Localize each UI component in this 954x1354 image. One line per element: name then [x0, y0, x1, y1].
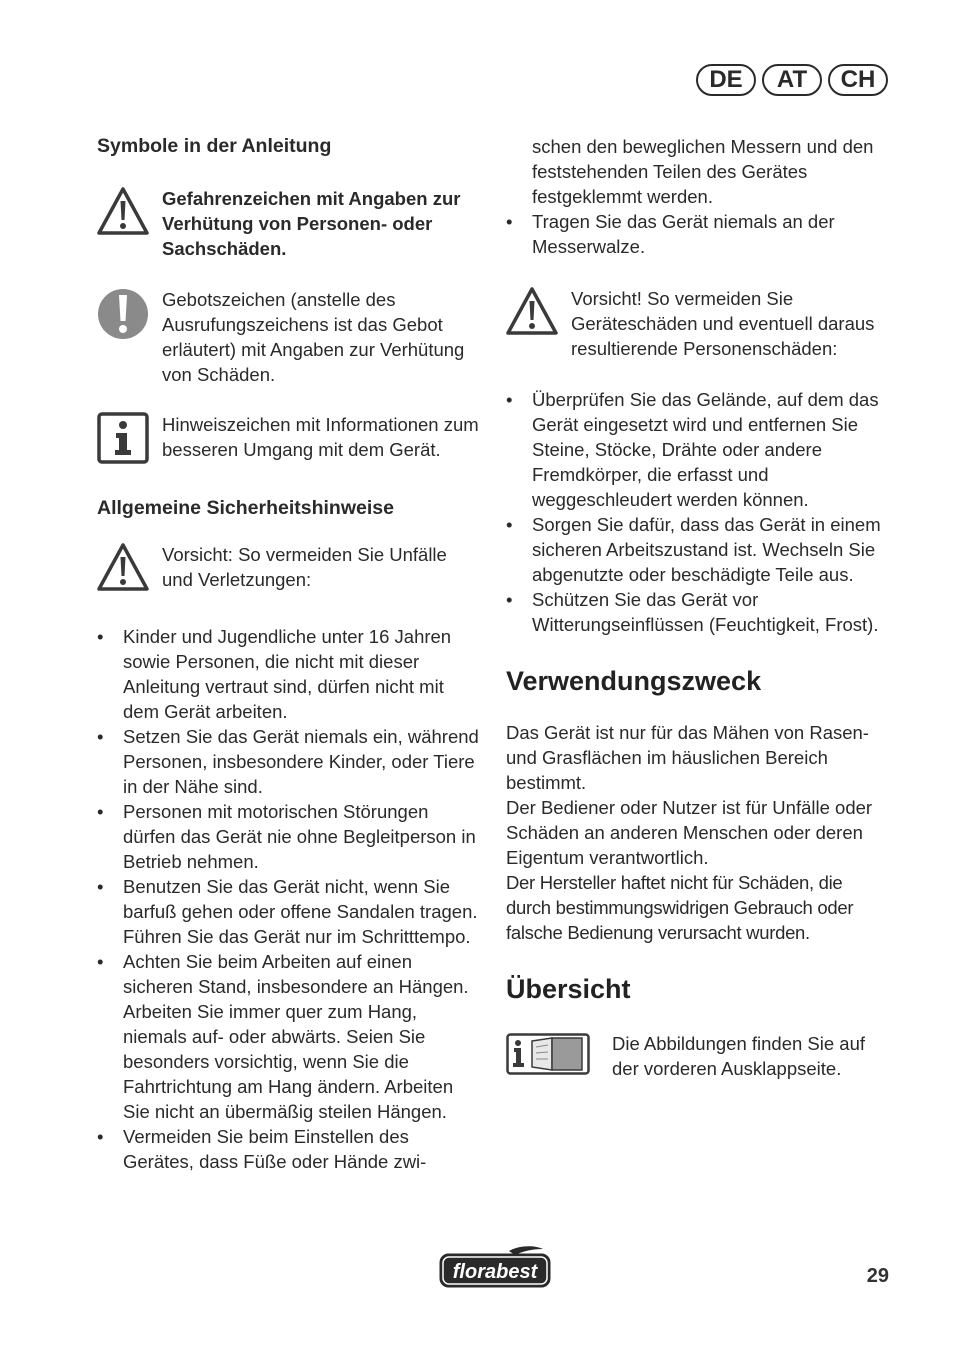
symbol-danger — [97, 186, 481, 261]
florabest-logo — [439, 1245, 551, 1294]
section-title-safety: Allgemeine Sicherheitshinweise — [97, 497, 394, 519]
warning-triangle-icon — [506, 286, 558, 342]
damage-bullet-list — [506, 387, 890, 637]
language-badges — [696, 64, 888, 96]
caution-accidents-text: Vorsicht: So vermeiden Sie Unfälle und Verletzungen: — [162, 544, 447, 590]
symbol-mandatory — [97, 287, 481, 387]
lang-badge-ch: CH — [828, 64, 888, 96]
caution-accidents — [97, 542, 481, 598]
list-item: • Achten Sie beim Arbeiten auf einen sicheren Stand, insbesondere an Hängen. Arbeiten Sie immer quer zum Hang, niemals auf- oder abwärts. Seien Sie besonders vorsichtig, wenn Sie die Fahrtrichtung am Hang ändern. Arbeiten Sie nicht an übermäßig steilen Hängen. — [97, 949, 481, 1124]
logo-text: florabest — [452, 1261, 538, 1283]
caution-damage — [506, 286, 890, 361]
left-column — [97, 130, 481, 1174]
section-title-usage: Verwendungszweck — [506, 666, 762, 696]
list-item: • Setzen Sie das Gerät niemals ein, während Personen, insbesondere Kinder, oder Tiere in der Nähe sind. — [97, 724, 481, 799]
warning-triangle-icon — [97, 186, 149, 242]
lang-badge-at: AT — [762, 64, 822, 96]
list-item: • Sorgen Sie dafür, dass das Gerät in einem sicheren Arbeitszustand ist. Wechseln Sie abgenutzte oder beschädigte Teile aus. — [506, 512, 890, 587]
list-item: • Personen mit motorischen Störungen dürfen das Gerät nie ohne Begleitperson in Betrieb nehmen. — [97, 799, 481, 874]
list-item-continued — [506, 134, 890, 209]
warning-triangle-icon — [97, 542, 149, 598]
exclamation-circle-icon — [97, 287, 149, 347]
list-item: • Kinder und Jugendliche unter 16 Jahren sowie Personen, die nicht mit dieser Anleitung vertraut sind, dürfen nicht mit dem Gerät arbeiten. — [97, 624, 481, 724]
safety-bullet-list — [97, 624, 481, 1174]
symbol-danger-text: Gefahrenzeichen mit Angaben zur Verhütung von Personen- oder Sachschäden. — [162, 188, 461, 259]
section-title-symbols: Symbole in der Anleitung — [97, 135, 332, 157]
list-item: • Vermeiden Sie beim Einstellen des Gerätes, dass Füße oder Hände zwi- — [97, 1124, 481, 1174]
section-title-overview: Übersicht — [506, 974, 631, 1004]
caution-damage-text: Vorsicht! So vermeiden Sie Geräteschäden und eventuell daraus resultierende Personenschäden: — [571, 288, 875, 359]
page-number: 29 — [866, 1265, 889, 1287]
symbol-mandatory-text: Gebotszeichen (anstelle des Ausrufungszeichens ist das Gebot erläutert) mit Angaben zur Verhütung von Schäden. — [162, 289, 465, 385]
overview-note — [506, 1031, 890, 1081]
list-item: • Schützen Sie das Gerät vor Witterungseinflüssen (Feuchtigkeit, Frost). — [506, 587, 890, 637]
symbol-info — [97, 412, 481, 470]
list-item: • Überprüfen Sie das Gelände, auf dem das Gerät eingesetzt wird und entfernen Sie Steine, Stöcke, Drähte oder andere Fremdkörper, die erfasst und weggeschleudert werden können. — [506, 387, 890, 512]
continued-list — [506, 134, 890, 259]
continued-text: schen den beweglichen Messern und den feststehenden Teilen des Gerätes festgeklemmt werden. — [532, 136, 874, 207]
right-column — [506, 130, 890, 1081]
lang-badge-de: DE — [696, 64, 756, 96]
overview-text: Die Abbildungen finden Sie auf der vorderen Ausklappseite. — [612, 1033, 866, 1079]
info-box-icon — [97, 412, 149, 470]
usage-paragraph-1: Das Gerät ist nur für das Mähen von Rasen- und Grasflächen im häuslichen Bereich bestimmt. — [506, 722, 869, 793]
usage-paragraph-3: Der Hersteller haftet nicht für Schäden, die durch bestimmungswidrigen Gebrauch oder falsche Bedienung verursacht wurden. — [506, 872, 854, 943]
info-foldout-icon — [506, 1033, 590, 1081]
symbol-info-text: Hinweiszeichen mit Informationen zum besseren Umgang mit dem Gerät. — [162, 414, 479, 460]
usage-paragraph-2: Der Bediener oder Nutzer ist für Unfälle oder Schäden an anderen Menschen oder deren Eigentum verantwortlich. — [506, 797, 873, 868]
list-item: • Tragen Sie das Gerät niemals an der Messerwalze. — [506, 209, 890, 259]
list-item: • Benutzen Sie das Gerät nicht, wenn Sie barfuß gehen oder offene Sandalen tragen. Führen Sie das Gerät nur im Schritttempo. — [97, 874, 481, 949]
